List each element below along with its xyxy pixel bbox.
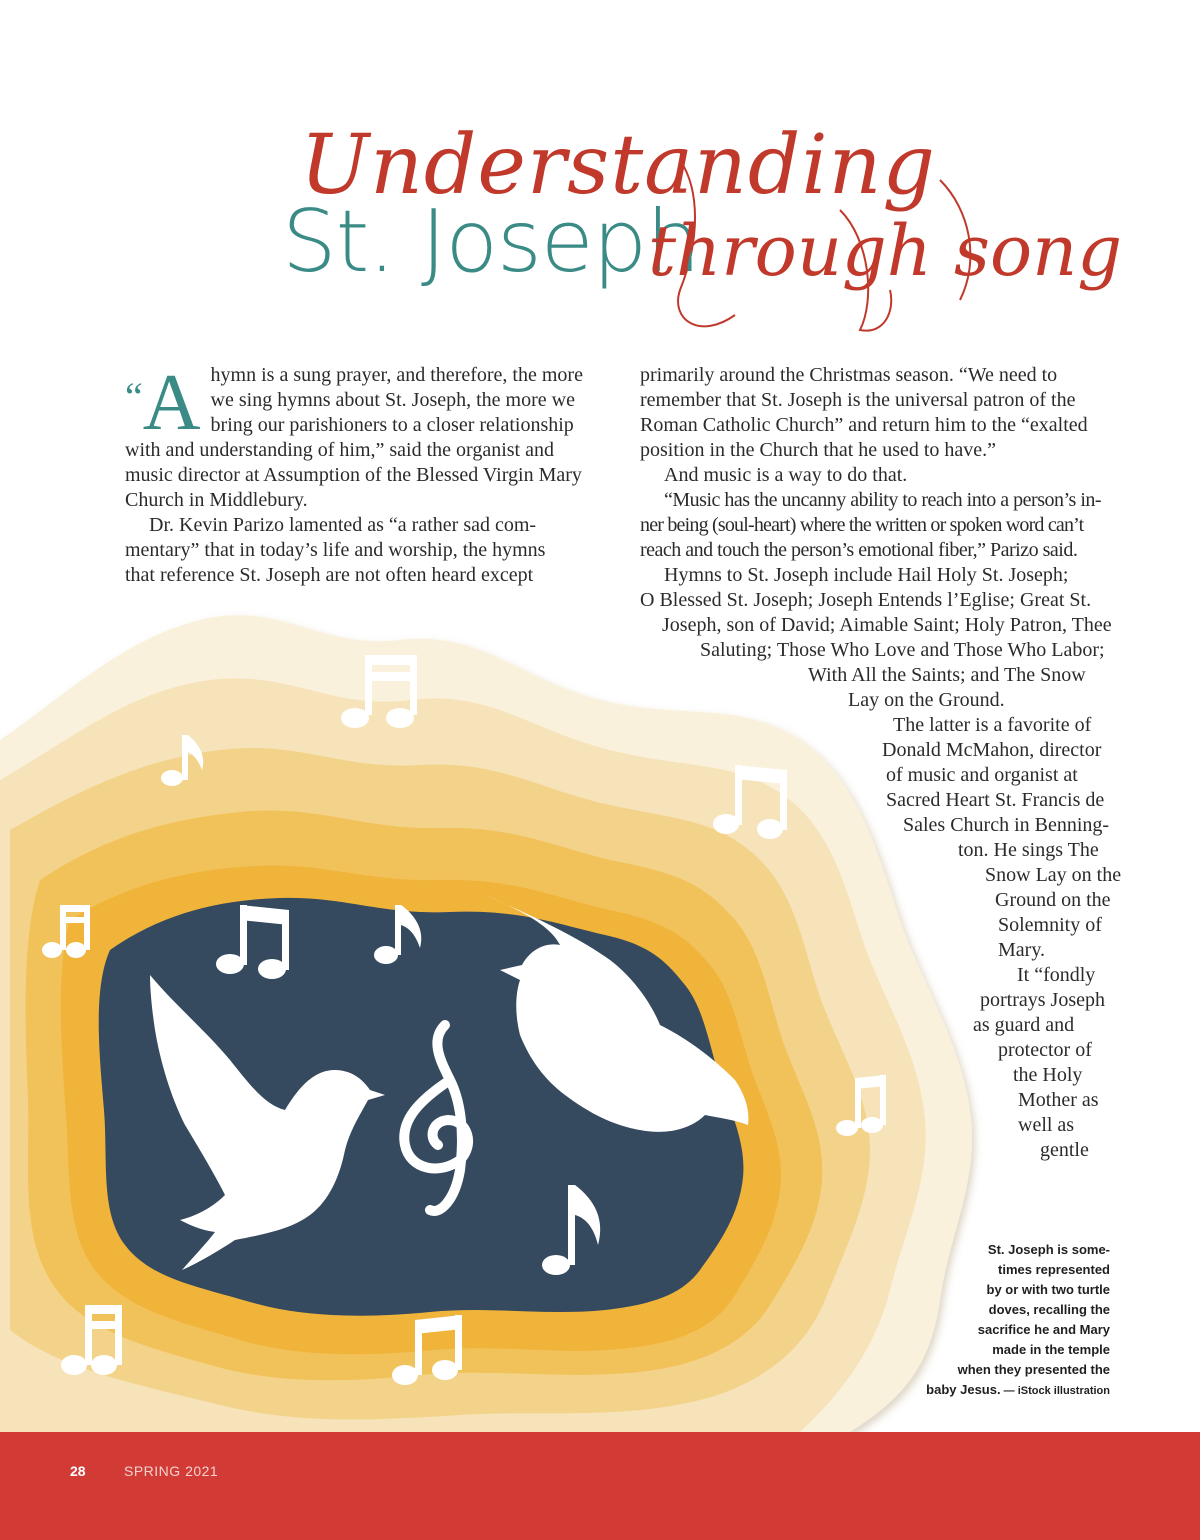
text-line: Joseph, son of David; Aimable Saint; Holy Patron, Thee [662,614,1112,636]
text-line: mentary” that in today’s life and worship, the hymns [125,539,546,561]
caption-line: baby Jesus. — iStock illustration [926,1382,1110,1397]
text-line: Sacred Heart St. Francis de [886,789,1105,811]
text-line: ner being (soul-heart) where the written or spoken word can’t [640,514,1084,536]
title-script-subtitle: through song [648,210,1123,292]
text-line: the Holy [1013,1064,1083,1086]
text-line: Mary. [998,939,1046,961]
caption-line: when they presented the [957,1362,1110,1377]
text-line: that reference St. Joseph are not often heard except [125,564,534,586]
text-line: Donald McMahon, director [882,739,1102,761]
text-line: ton. He sings The [958,839,1099,861]
text-line: Roman Catholic Church” and return him to the “exalted [640,414,1088,436]
caption-credit: — iStock illustration [1000,1385,1110,1397]
text-line: Mother as [1018,1089,1099,1111]
text-line: with and understanding of him,” said the organist and [125,439,554,461]
text-line: It “fondly [1017,964,1096,986]
text-line: Ground on the [995,889,1111,911]
text-line: With All the Saints; and The Snow [808,664,1086,686]
caption-line: St. Joseph is some- [987,1242,1110,1257]
text-line: music director at Assumption of the Blessed Virgin Mary [125,464,582,486]
text-line: And music is a way to do that. [664,464,908,486]
text-line: position in the Church that he used to have.” [640,439,997,461]
text-line: we sing hymns about St. Joseph, the more we [210,389,575,411]
text-line: Lay on the Ground. [848,689,1005,711]
text-line: O Blessed St. Joseph; Joseph Entends l’Eglise; Great St. [640,589,1092,611]
caption-line: times represented [998,1262,1110,1277]
text-line: Hymns to St. Joseph include Hail Holy St. Joseph; [664,564,1069,586]
text-line: Church in Middlebury. [125,489,308,511]
caption-line: made in the temple [992,1342,1110,1357]
text-line: Saluting; Those Who Love and Those Who Labor; [700,639,1105,661]
image-caption [900,1240,1110,1401]
caption-line: sacrifice he and Mary [977,1322,1110,1337]
text-line: reach and touch the person’s emotional fiber,” Parizo said. [640,539,1078,561]
text-line: hymn is a sung prayer, and therefore, the more [210,364,583,386]
page-number: 28 [70,1463,86,1479]
caption-line: doves, recalling the [988,1302,1110,1317]
text-line: well as [1018,1114,1075,1136]
text-line: bring our parishioners to a closer relationship [210,414,574,436]
caption-line: by or with two turtle [986,1282,1110,1297]
text-line: remember that St. Joseph is the universal patron of the [640,389,1076,411]
text-line: The latter is a favorite of [893,714,1092,736]
article-column-2 [0,359,1200,1163]
text-line: Sales Church in Benning- [903,814,1110,836]
drop-cap: “A [125,359,201,447]
text-line: as guard and [973,1014,1075,1036]
text-line: “Music has the uncanny ability to reach into a person’s in- [664,489,1102,511]
title-main: St. Joseph [282,192,700,292]
text-line: of music and organist at [886,764,1078,786]
text-line: portrays Joseph [980,989,1105,1011]
text-line: gentle [1040,1139,1089,1161]
text-line: protector of [998,1039,1092,1061]
page-footer [0,1432,1200,1540]
title-script-word: Understanding [300,118,936,213]
text-line: Snow Lay on the [985,864,1122,886]
issue-label: SPRING 2021 [124,1463,219,1479]
text-line: primarily around the Christmas season. “We need to [640,364,1058,386]
text-line: Dr. Kevin Parizo lamented as “a rather sad com- [149,514,537,536]
text-line: Solemnity of [998,914,1102,936]
